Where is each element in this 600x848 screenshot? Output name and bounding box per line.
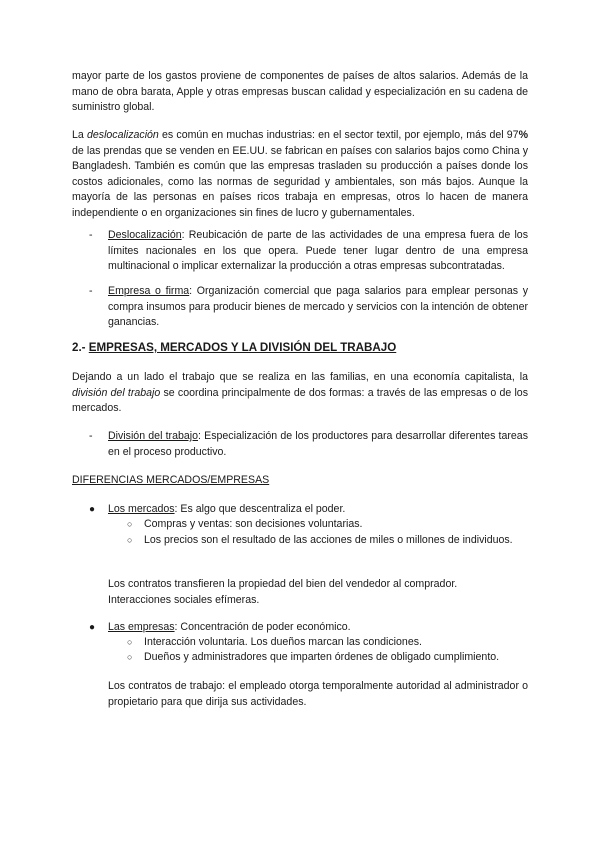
bullet-dot: ●	[89, 622, 96, 633]
subheading-text: DIFERENCIAS MERCADOS/EMPRESAS	[72, 474, 270, 486]
term-division-del-trabajo: división del trabajo	[72, 386, 161, 399]
companies-label: Las empresas	[108, 621, 175, 633]
companies-note	[108, 679, 528, 710]
definition-term: Empresa o firma	[108, 285, 190, 297]
bullet-dot: ●	[89, 504, 96, 515]
paragraph-gastos-text: mayor parte de los gastos proviene de componentes de países de altos salarios. Además de la mano de obra barata, Apple y otras empresas buscan calidad y especialización en su cadena de suministro global.	[72, 70, 528, 113]
section-title: EMPRESAS, MERCADOS Y LA DIVISIÓN DEL TRABAJO	[88, 341, 397, 354]
definition-term: División del trabajo	[108, 430, 199, 442]
paragraph-division	[72, 370, 528, 417]
definition-text: : Reubicación de parte de las actividades de una empresa fuera de los límites nacionales en los que opera. Puede tener lugar dentro de una empresa multinacional o implicar externalizar la producción a otras empresas subcontratadas.	[108, 229, 528, 272]
paragraph-text: se coordina principalmente de dos formas: a través de las empresas o de los mercados.	[72, 386, 528, 414]
dash-marker: -	[89, 430, 93, 442]
companies-subitem-text: Dueños y administradores que imparten órdenes de obligado cumplimiento.	[144, 651, 500, 663]
definition-term: Deslocalización	[108, 229, 182, 241]
paragraph-gastos	[72, 69, 528, 116]
dash-marker: -	[89, 285, 93, 297]
companies-item	[108, 620, 528, 636]
markets-item	[108, 502, 528, 518]
markets-note-1: Los contratos transfieren la propiedad del bien del vendedor al comprador.	[108, 578, 458, 590]
markets-subitem	[144, 533, 528, 549]
companies-subitem	[144, 650, 528, 666]
paragraph-prefix: Dejando a un lado el trabajo que se realiza en las familias, en una economía capitalista, la	[72, 371, 528, 383]
term-deslocalizacion: deslocalización	[86, 129, 159, 141]
sub-bullet-circle: ○	[127, 652, 133, 662]
subheading-diferencias	[72, 473, 528, 489]
sub-bullet-circle: ○	[127, 637, 133, 647]
markets-subitem-text: Los precios son el resultado de las acciones de miles o millones de individuos.	[144, 534, 513, 546]
section-heading	[72, 340, 528, 356]
sub-bullet-circle: ○	[127, 519, 133, 529]
definition-division	[108, 429, 528, 460]
markets-note-2: Interacciones sociales efímeras.	[108, 593, 260, 606]
definition-deslocalizacion	[108, 228, 528, 275]
paragraph-text-b: de las prendas que se venden en EE.UU. se fabrican en países con salarios bajos como China y Bangladesh. También es común que las empresas trasladen su producción a países donde los costos adicionales, como las normas de seguridad y ambientales, son más bajos. Aunque la mayoría de las personas en países ricos trabaja en empresas, otros lo hacen de manera independiente o en organizaciones sin fines de lucro y gubernamentales.	[72, 144, 528, 219]
definition-text: : Especialización de los productores para desarrollar diferentes tareas en el proceso productivo.	[108, 430, 528, 458]
percent-sign: %	[518, 129, 528, 141]
definition-text: : Organización comercial que paga salarios para emplear personas y compra insumos para producir bienes de mercado y servicios con la intención de obtener ganancias.	[108, 285, 528, 328]
paragraph-prefix: La	[72, 129, 87, 141]
paragraph-text-a: es común en muchas industrias: en el sector textil, por ejemplo, más del 97	[158, 129, 519, 141]
companies-subitem-text: Interacción voluntaria. Los dueños marcan las condiciones.	[144, 636, 422, 648]
sub-bullet-circle: ○	[127, 535, 133, 545]
definition-empresa	[108, 284, 528, 331]
markets-label: Los mercados	[108, 503, 175, 515]
paragraph-deslocalizacion	[72, 128, 528, 221]
companies-subitem	[144, 635, 528, 651]
markets-note	[108, 577, 528, 608]
markets-text: : Es algo que descentraliza el poder.	[174, 503, 346, 515]
companies-note-text: Los contratos de trabajo: el empleado otorga temporalmente autoridad al administrador o propietario para que dirija sus actividades.	[108, 680, 528, 708]
companies-text: : Concentración de poder económico.	[174, 621, 351, 633]
markets-subitem-text: Compras y ventas: son decisiones voluntarias.	[144, 518, 363, 530]
section-number: 2.-	[72, 341, 89, 354]
markets-subitem	[144, 517, 528, 533]
dash-marker: -	[89, 229, 93, 241]
